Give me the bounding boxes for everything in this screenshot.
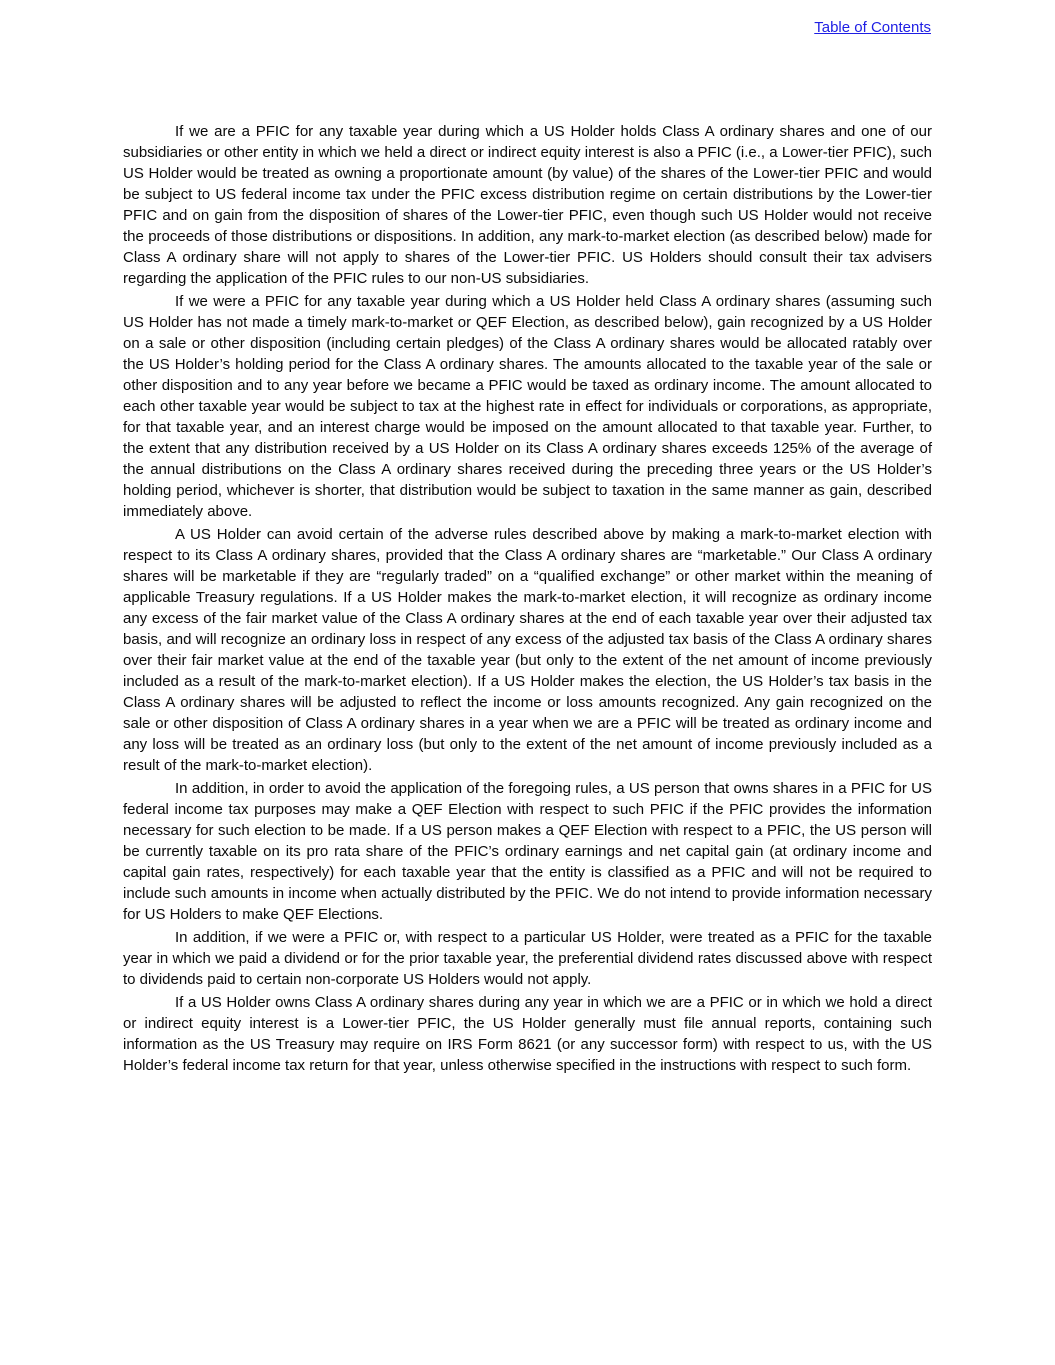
- paragraph-irs-form-8621: If a US Holder owns Class A ordinary shares during any year in which we are a PFIC or in which we hold a direct or indirect equity interest is a Lower-tier PFIC, the US Holder generally must file annual reports, containing such information as the US Treasury may require on IRS Form 8621 (or any successor form) with respect to us, with the US Holder’s federal income tax return for that year, unless otherwise specified in the instructions with respect to such form.: [123, 994, 932, 1074]
- paragraph-preferential-dividend: In addition, if we were a PFIC or, with respect to a particular US Holder, were treated as a PFIC for the taxable year in which we paid a dividend or for the prior taxable year, the preferential dividend rates discussed above with respect to dividends paid to certain non-corporate US Holders would not apply.: [123, 929, 932, 988]
- paragraph-qef-election: In addition, in order to avoid the application of the foregoing rules, a US person that owns shares in a PFIC for US federal income tax purposes may make a QEF Election with respect to such PFIC if the PFIC provides the information necessary for such election to be made. If a US person makes a QEF Election with respect to a PFIC, the US person will be currently taxable on its pro rata share of the PFIC’s ordinary earnings and net capital gain (at ordinary income and capital gain rates, respectively) for each taxable year that the entity is classified as a PFIC and will not be required to include such amounts in income when actually distributed by the PFIC. We do not intend to provide information necessary for US Holders to make QEF Elections.: [123, 780, 932, 923]
- header: [814, 19, 931, 37]
- document-body: [123, 121, 932, 1078]
- paragraph-excess-distribution: If we were a PFIC for any taxable year during which a US Holder held Class A ordinary shares (assuming such US Holder has not made a timely mark-to-market or QEF Election, as described below), gain recognized by a US Holder on a sale or other disposition (including certain pledges) of the Class A ordinary shares would be allocated ratably over the US Holder’s holding period for the Class A ordinary shares. The amounts allocated to the taxable year of the sale or other disposition and to any year before we became a PFIC would be taxed as ordinary income. The amount allocated to each other taxable year would be subject to tax at the highest rate in effect for individuals or corporations, as appropriate, for that taxable year, and an interest charge would be imposed on the amount allocated to that taxable year. Further, to the extent that any distribution received by a US Holder on its Class A ordinary shares exceeds 125% of the average of the annual distributions on the Class A ordinary shares received during the preceding three years or the US Holder’s holding period, whichever is shorter, that distribution would be subject to taxation in the same manner as gain, described immediately above.: [123, 293, 932, 520]
- table-of-contents-link[interactable]: Table of Contents: [814, 19, 931, 36]
- paragraph-mark-to-market: A US Holder can avoid certain of the adverse rules described above by making a mark-to-market election with respect to its Class A ordinary shares, provided that the Class A ordinary shares are “marketable.” Our Class A ordinary shares will be marketable if they are “regularly traded” on a “qualified exchange” or other market within the meaning of applicable Treasury regulations. If a US Holder makes the mark-to-market election, it will recognize as ordinary income any excess of the fair market value of the Class A ordinary shares at the end of each taxable year over their adjusted tax basis, and will recognize an ordinary loss in respect of any excess of the adjusted tax basis of the Class A ordinary shares over their fair market value at the end of the taxable year (but only to the extent of the net amount of income previously included as a result of the mark-to-market election). If a US Holder makes the election, the US Holder’s tax basis in the Class A ordinary shares will be adjusted to reflect the income or loss amounts recognized. Any gain recognized on the sale or other disposition of Class A ordinary shares in a year when we are a PFIC will be treated as ordinary income and any loss will be treated as an ordinary loss (but only to the extent of the net amount of income previously included as a result of the mark-to-market election).: [123, 526, 932, 774]
- paragraph-pfic-lower-tier: If we are a PFIC for any taxable year during which a US Holder holds Class A ordinary shares and one of our subsidiaries or other entity in which we held a direct or indirect equity interest is also a PFIC (i.e., a Lower-tier PFIC), such US Holder would be treated as owning a proportionate amount (by value) of the shares of the Lower-tier PFIC and would be subject to US federal income tax under the PFIC excess distribution regime on certain distributions by the Lower-tier PFIC and on gain from the disposition of shares of the Lower-tier PFIC, even though such US Holder would not receive the proceeds of those distributions or dispositions. In addition, any mark-to-market election (as described below) made for Class A ordinary share will not apply to shares of the Lower-tier PFIC. US Holders should consult their tax advisers regarding the application of the PFIC rules to our non-US subsidiaries.: [123, 123, 932, 287]
